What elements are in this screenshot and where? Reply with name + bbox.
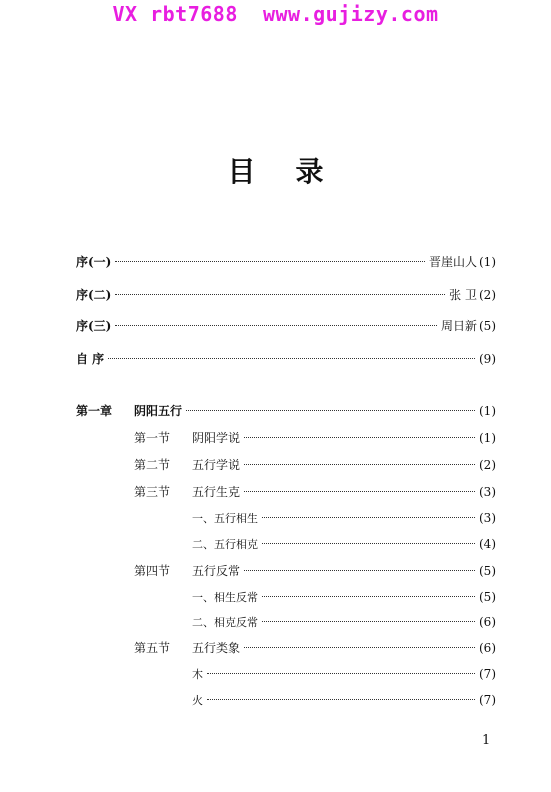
section-number: 第四节 [134,564,171,578]
toc-page: (3) [479,485,496,499]
toc-entry-section[interactable] [134,430,496,446]
toc-page: (4) [479,537,496,551]
leader-dots [207,673,475,674]
toc-label: 序(二) [76,288,112,302]
leader-dots [108,358,475,359]
toc-label: 序(三) [76,319,112,333]
toc-entry-section[interactable] [134,457,496,473]
toc-entry-chapter-1[interactable] [76,403,496,419]
section-number: 第一节 [134,431,171,445]
toc-label: 自 序 [76,352,105,366]
toc-label: 序(一) [76,255,112,269]
toc-entry-subsection[interactable] [192,510,496,526]
toc-entry-preface-1[interactable] [76,254,496,270]
toc-page: (5) [479,590,496,604]
section-title: 阴阳学说 [192,431,241,445]
toc-author: 张 卫 [449,288,477,302]
leader-dots [262,596,475,597]
leader-dots [207,699,475,700]
leader-dots [115,261,425,262]
page-number: 1 [482,733,491,748]
leader-dots [262,621,475,622]
chapter-number: 第一章 [76,404,113,418]
subsection-title: 一、相生反常 [192,591,258,604]
toc-page: (1) [479,404,496,418]
leader-dots [115,294,445,295]
toc-page: (5) [479,319,496,333]
leader-dots [115,325,437,326]
toc-entry-preface-3[interactable] [76,318,496,334]
toc-entry-author-preface[interactable] [76,351,496,367]
subsection-title: 二、五行相克 [192,538,258,551]
subsection-title: 二、相克反常 [192,616,258,629]
subsection-title: 木 [192,668,203,681]
toc-entry-section[interactable] [134,563,496,579]
toc-author: 周日新 [440,319,477,333]
toc-entry-subsection[interactable] [192,666,496,682]
section-title: 五行学说 [192,458,241,472]
leader-dots [262,543,475,544]
subsection-title: 一、五行相生 [192,512,258,525]
leader-dots [244,464,475,465]
toc-entry-subsection[interactable] [192,614,496,630]
toc-page: (3) [479,511,496,525]
leader-dots [262,517,475,518]
section-number: 第二节 [134,458,171,472]
toc-author: 晋崖山人 [428,255,477,269]
watermark: VX rbt7688 www.gujizy.com [112,2,439,26]
toc-entry-subsection[interactable] [192,589,496,605]
toc-page: (1) [479,255,496,269]
leader-dots [244,491,475,492]
toc-page: (2) [479,458,496,472]
toc-entry-section[interactable] [134,640,496,656]
leader-dots [244,570,475,571]
subsection-title: 火 [192,694,203,707]
toc-page: (6) [479,615,496,629]
toc-page: (5) [479,564,496,578]
section-number: 第五节 [134,641,171,655]
page-title: 目录 [227,155,364,188]
leader-dots [244,437,475,438]
leader-dots [186,410,475,411]
toc-page: (9) [479,352,496,366]
toc-page: (2) [479,288,496,302]
toc-entry-subsection[interactable] [192,692,496,708]
section-title: 五行生克 [192,485,241,499]
section-title: 五行反常 [192,564,241,578]
toc-page: (6) [479,641,496,655]
section-number: 第三节 [134,485,171,499]
toc-entry-subsection[interactable] [192,536,496,552]
toc-entry-preface-2[interactable] [76,287,496,303]
toc-page: (7) [479,693,496,707]
toc-entry-section[interactable] [134,484,496,500]
toc-page: (7) [479,667,496,681]
chapter-title: 阴阳五行 [134,404,183,418]
leader-dots [244,647,475,648]
section-title: 五行类象 [192,641,241,655]
toc-page: (1) [479,431,496,445]
